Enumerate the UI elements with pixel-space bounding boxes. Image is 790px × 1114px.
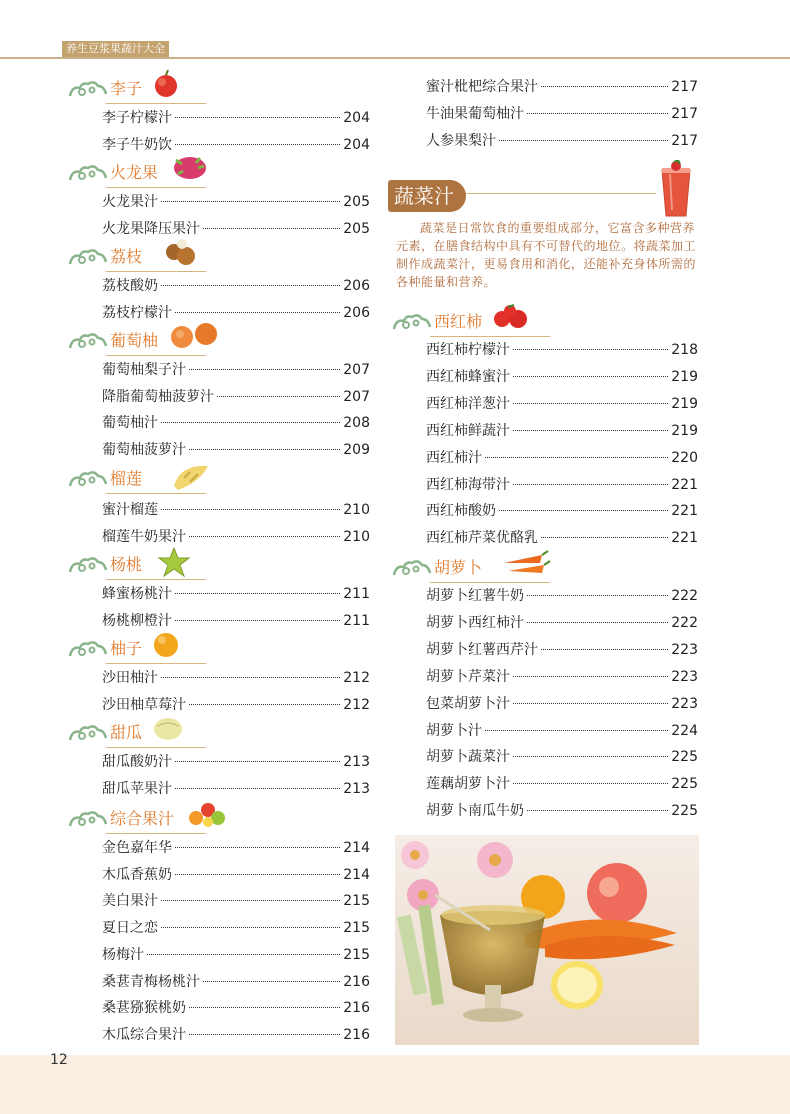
dot-leader — [217, 396, 340, 397]
toc-entry[interactable] — [102, 915, 370, 941]
toc-entry-page: 223 — [671, 695, 698, 712]
toc-entry-name: 榴莲牛奶果汁 — [102, 528, 186, 545]
toc-entry-name: 西红柿酸奶 — [426, 503, 496, 520]
section-title: 甜瓜 — [110, 723, 143, 742]
toc-entry-name: 金色嘉年华 — [102, 840, 172, 856]
toc-entry[interactable] — [102, 524, 370, 550]
section-heading[interactable] — [68, 552, 368, 580]
toc-entry-page: 210 — [343, 528, 370, 545]
toc-entry[interactable] — [426, 498, 698, 524]
tomato-icon — [492, 303, 542, 335]
grapefruit-icon — [170, 322, 220, 354]
toc-entry-page: 213 — [343, 754, 370, 770]
toc-entry[interactable] — [426, 74, 698, 100]
cloud-swirl-icon — [392, 311, 432, 333]
toc-entry[interactable] — [102, 969, 370, 995]
toc-entry-page: 205 — [343, 220, 370, 237]
toc-entry-page: 217 — [671, 133, 698, 149]
section-underline — [106, 103, 206, 104]
header-rule — [0, 57, 790, 59]
section-underline — [106, 663, 206, 664]
toc-entry[interactable] — [102, 608, 370, 634]
toc-entry[interactable] — [102, 216, 370, 242]
toc-entry[interactable] — [102, 105, 370, 131]
toc-entry[interactable] — [102, 862, 370, 888]
toc-entry[interactable] — [102, 749, 370, 775]
section-title: 榴莲 — [110, 469, 143, 488]
dot-leader — [161, 422, 340, 423]
toc-entry-name: 胡萝卜蔬菜汁 — [426, 749, 510, 766]
toc-entry[interactable] — [426, 771, 698, 797]
toc-entry-page: 220 — [671, 449, 698, 466]
toc-entry-name: 蜜汁枇杷综合果汁 — [426, 79, 538, 95]
toc-entry-page: 206 — [343, 304, 370, 321]
dot-leader — [527, 810, 668, 811]
section-heading[interactable] — [68, 328, 368, 356]
vegetable-chapter-rule — [466, 193, 656, 194]
section-heading[interactable] — [68, 466, 368, 494]
toc-entry-page: 217 — [671, 79, 698, 95]
toc-entry-name: 甜瓜苹果汁 — [102, 780, 172, 797]
toc-entry-page: 205 — [343, 194, 370, 210]
toc-entry[interactable] — [426, 445, 698, 471]
dot-leader — [541, 86, 668, 87]
toc-entry[interactable] — [102, 888, 370, 914]
dot-leader — [513, 403, 668, 404]
toc-entry[interactable] — [102, 410, 370, 436]
section-heading[interactable] — [68, 76, 368, 104]
dot-leader — [189, 449, 340, 450]
durian-icon — [170, 460, 220, 492]
dot-leader — [161, 900, 340, 901]
section-heading[interactable] — [68, 244, 368, 272]
toc-entry-page: 216 — [343, 973, 370, 990]
toc-entry-page: 219 — [671, 368, 698, 385]
section-title: 李子 — [110, 79, 143, 98]
lychee-icon — [164, 238, 214, 270]
toc-entry[interactable] — [102, 581, 370, 607]
toc-entry-page: 204 — [343, 110, 370, 126]
toc-entry-name: 李子柠檬汁 — [102, 110, 172, 126]
dot-leader — [175, 761, 340, 762]
dot-leader — [175, 312, 340, 313]
toc-entry-name: 蜂蜜杨桃汁 — [102, 586, 172, 602]
dot-leader — [513, 676, 668, 677]
toc-entry-name: 胡萝卜汁 — [426, 722, 482, 739]
cloud-swirl-icon — [68, 722, 108, 744]
toc-entry-name: 美白果汁 — [102, 893, 158, 910]
toc-entry-page: 225 — [671, 803, 698, 820]
section-heading[interactable] — [68, 160, 368, 188]
dot-leader — [175, 144, 340, 145]
toc-entry[interactable] — [426, 364, 698, 390]
section-heading[interactable] — [392, 309, 692, 337]
dot-leader — [189, 1007, 340, 1008]
toc-entry-page: 219 — [671, 422, 698, 439]
toc-entry-page: 223 — [671, 668, 698, 685]
cloud-swirl-icon — [68, 162, 108, 184]
toc-entry[interactable] — [102, 942, 370, 968]
toc-entry[interactable] — [426, 664, 698, 690]
vegetable-chapter-description: 蔬菜是日常饮食的重要组成部分，它富含多种营养元素，在膳食结构中具有不可替代的地位。将蔬菜加工制作成蔬菜汁，更易食用和消化，还能补充身体所需的各种能量和营养。 — [396, 221, 697, 289]
toc-entry-name: 牛油果葡萄柚汁 — [426, 106, 524, 122]
toc-entry[interactable] — [102, 995, 370, 1021]
toc-entry-name: 西红柿柠檬汁 — [426, 342, 510, 358]
toc-entry-name: 荔枝酸奶 — [102, 278, 158, 294]
toc-entry[interactable] — [102, 835, 370, 861]
toc-entry-name: 桑葚青梅杨桃汁 — [102, 973, 200, 990]
toc-entry-name: 西红柿芹菜优酪乳 — [426, 530, 538, 547]
toc-entry-name: 木瓜香蕉奶 — [102, 866, 172, 883]
toc-entry[interactable] — [426, 101, 698, 127]
dot-leader — [175, 874, 340, 875]
dot-leader — [189, 704, 340, 705]
section-underline — [106, 747, 206, 748]
section-title: 火龙果 — [110, 163, 159, 182]
section-title: 综合果汁 — [110, 809, 175, 828]
toc-entry-page: 222 — [671, 588, 698, 604]
toc-entry-name: 人参果梨汁 — [426, 133, 496, 149]
dot-leader — [161, 201, 340, 202]
book-title: 养生豆浆果蔬汁大全 — [62, 41, 169, 57]
cloud-swirl-icon — [68, 638, 108, 660]
toc-entry[interactable] — [426, 418, 698, 444]
section-title: 柚子 — [110, 639, 143, 658]
dot-leader — [189, 369, 340, 370]
section-underline — [106, 355, 206, 356]
toc-entry-name: 西红柿洋葱汁 — [426, 395, 510, 412]
toc-entry-page: 204 — [343, 136, 370, 153]
toc-entry-page: 207 — [343, 362, 370, 378]
toc-entry[interactable] — [102, 437, 370, 463]
dot-leader — [527, 595, 668, 596]
plum-icon — [152, 70, 202, 102]
section-heading[interactable] — [392, 555, 692, 583]
toc-entry[interactable] — [426, 391, 698, 417]
toc-entry-name: 西红柿蜂蜜汁 — [426, 368, 510, 385]
dot-leader — [513, 703, 668, 704]
toc-entry-page: 218 — [671, 342, 698, 358]
cloud-swirl-icon — [68, 808, 108, 830]
dot-leader — [485, 457, 668, 458]
section-underline — [106, 493, 206, 494]
toc-entry-name: 蜜汁榴莲 — [102, 502, 158, 518]
toc-entry-page: 221 — [671, 530, 698, 547]
juice-photo — [395, 835, 699, 1045]
vegetable-chapter-banner — [388, 180, 466, 212]
section-title: 杨桃 — [110, 555, 143, 574]
toc-entry-page: 208 — [343, 415, 370, 432]
dot-leader — [175, 593, 340, 594]
toc-entry[interactable] — [102, 189, 370, 215]
toc-entry[interactable] — [426, 637, 698, 663]
toc-entry-page: 214 — [343, 866, 370, 883]
toc-entry[interactable] — [426, 472, 698, 498]
section-underline — [106, 187, 206, 188]
dot-leader — [541, 649, 668, 650]
toc-entry-page: 211 — [343, 612, 370, 629]
dot-leader — [485, 730, 668, 731]
vegetable-chapter-title: 蔬菜汁 — [394, 184, 454, 208]
toc-entry-name: 火龙果汁 — [102, 194, 158, 210]
dot-leader — [513, 349, 668, 350]
dot-leader — [513, 484, 668, 485]
toc-entry[interactable] — [102, 497, 370, 523]
dot-leader — [189, 1034, 340, 1035]
section-title: 西红柿 — [434, 312, 483, 331]
dot-leader — [203, 981, 340, 982]
dot-leader — [541, 537, 668, 538]
toc-entry-page: 215 — [343, 946, 370, 963]
section-title: 胡萝卜 — [434, 558, 483, 577]
section-title: 葡萄柚 — [110, 331, 159, 350]
section-underline — [106, 271, 206, 272]
toc-entry-name: 杨桃柳橙汁 — [102, 612, 172, 629]
mixed-fruit-icon — [188, 800, 238, 832]
dot-leader — [175, 847, 340, 848]
dot-leader — [527, 113, 668, 114]
section-heading[interactable] — [68, 720, 368, 748]
toc-entry[interactable] — [102, 357, 370, 383]
dot-leader — [175, 788, 340, 789]
cloud-swirl-icon — [68, 78, 108, 100]
section-underline — [106, 833, 206, 834]
toc-entry-name: 葡萄柚汁 — [102, 415, 158, 432]
toc-entry-name: 西红柿汁 — [426, 449, 482, 466]
toc-entry-page: 219 — [671, 395, 698, 412]
toc-entry-name: 甜瓜酸奶汁 — [102, 754, 172, 770]
star-fruit-icon — [158, 546, 208, 578]
toc-entry[interactable] — [426, 718, 698, 744]
toc-entry[interactable] — [426, 337, 698, 363]
toc-entry-page: 212 — [343, 696, 370, 713]
toc-entry-name: 降脂葡萄柚菠萝汁 — [102, 388, 214, 405]
dot-leader — [527, 622, 668, 623]
toc-entry-name: 胡萝卜南瓜牛奶 — [426, 803, 524, 820]
pomelo-icon — [152, 630, 202, 662]
section-heading[interactable] — [68, 636, 368, 664]
cloud-swirl-icon — [392, 557, 432, 579]
toc-entry-page: 215 — [343, 893, 370, 910]
toc-entry-page: 221 — [671, 476, 698, 493]
toc-entry-page: 216 — [343, 1000, 370, 1017]
toc-entry-name: 西红柿海带汁 — [426, 476, 510, 493]
toc-entry[interactable] — [426, 798, 698, 824]
toc-entry-page: 214 — [343, 840, 370, 856]
toc-entry-page: 223 — [671, 641, 698, 658]
dot-leader — [161, 927, 340, 928]
toc-entry-name: 胡萝卜西红柿汁 — [426, 614, 524, 631]
carrot-icon — [502, 549, 552, 581]
toc-entry-name: 夏日之恋 — [102, 920, 158, 937]
dot-leader — [147, 954, 340, 955]
page-number: 12 — [50, 1052, 68, 1068]
toc-entry-page: 221 — [671, 503, 698, 520]
dot-leader — [513, 430, 668, 431]
section-underline — [106, 579, 206, 580]
toc-entry[interactable] — [426, 583, 698, 609]
toc-entry-page: 222 — [671, 614, 698, 631]
dot-leader — [513, 756, 668, 757]
dot-leader — [513, 783, 668, 784]
cloud-swirl-icon — [68, 246, 108, 268]
dot-leader — [175, 117, 340, 118]
toc-entry-name: 荔枝柠檬汁 — [102, 304, 172, 321]
toc-entry-page: 215 — [343, 920, 370, 937]
toc-entry-page: 209 — [343, 442, 370, 459]
dot-leader — [161, 285, 340, 286]
toc-entry-page: 224 — [671, 722, 698, 739]
toc-entry-name: 沙田柚汁 — [102, 670, 158, 686]
toc-entry-page: 225 — [671, 776, 698, 793]
toc-entry-page: 225 — [671, 749, 698, 766]
tomato-juice-glass-icon — [656, 160, 696, 220]
dot-leader — [175, 620, 340, 621]
toc-entry-name: 西红柿鲜蔬汁 — [426, 422, 510, 439]
toc-entry-name: 沙田柚草莓汁 — [102, 696, 186, 713]
toc-entry-page: 206 — [343, 278, 370, 294]
toc-entry-page: 211 — [343, 586, 370, 602]
toc-entry[interactable] — [102, 665, 370, 691]
cloud-swirl-icon — [68, 468, 108, 490]
dragon-fruit-icon — [170, 154, 220, 186]
toc-entry-page: 213 — [343, 780, 370, 797]
dot-leader — [499, 140, 668, 141]
toc-entry[interactable] — [426, 128, 698, 154]
toc-entry-page: 210 — [343, 502, 370, 518]
toc-entry-name: 木瓜综合果汁 — [102, 1026, 186, 1043]
toc-entry-page: 216 — [343, 1026, 370, 1043]
dot-leader — [161, 509, 340, 510]
toc-entry-name: 包菜胡萝卜汁 — [426, 695, 510, 712]
toc-entry-name: 胡萝卜红薯西芹汁 — [426, 641, 538, 658]
toc-entry[interactable] — [102, 384, 370, 410]
toc-entry-page: 207 — [343, 388, 370, 405]
toc-entry-page: 217 — [671, 106, 698, 122]
toc-entry[interactable] — [102, 692, 370, 718]
dot-leader — [203, 228, 340, 229]
toc-entry-name: 莲藕胡萝卜汁 — [426, 776, 510, 793]
toc-entry-name: 胡萝卜芹菜汁 — [426, 668, 510, 685]
dot-leader — [499, 510, 668, 511]
cloud-swirl-icon — [68, 554, 108, 576]
toc-entry[interactable] — [102, 776, 370, 802]
toc-entry-name: 李子牛奶饮 — [102, 136, 172, 153]
toc-entry[interactable] — [102, 300, 370, 326]
toc-entry-name: 葡萄柚梨子汁 — [102, 362, 186, 378]
toc-entry-name: 杨梅汁 — [102, 946, 144, 963]
toc-entry[interactable] — [102, 1022, 370, 1048]
footer-band — [0, 1055, 790, 1114]
section-title: 荔枝 — [110, 247, 143, 266]
section-heading[interactable] — [68, 806, 368, 834]
toc-entry-page: 212 — [343, 670, 370, 686]
melon-icon — [152, 714, 202, 746]
toc-entry-name: 葡萄柚菠萝汁 — [102, 442, 186, 459]
toc-entry[interactable] — [426, 610, 698, 636]
toc-entry[interactable] — [426, 691, 698, 717]
toc-entry-name: 桑葚猕猴桃奶 — [102, 1000, 186, 1017]
toc-entry-name: 胡萝卜红薯牛奶 — [426, 588, 524, 604]
dot-leader — [189, 536, 340, 537]
toc-entry[interactable] — [102, 132, 370, 158]
toc-entry[interactable] — [426, 525, 698, 551]
toc-entry-name: 火龙果降压果汁 — [102, 220, 200, 237]
toc-entry[interactable] — [102, 273, 370, 299]
dot-leader — [513, 376, 668, 377]
cloud-swirl-icon — [68, 330, 108, 352]
toc-entry[interactable] — [426, 744, 698, 770]
dot-leader — [161, 677, 340, 678]
